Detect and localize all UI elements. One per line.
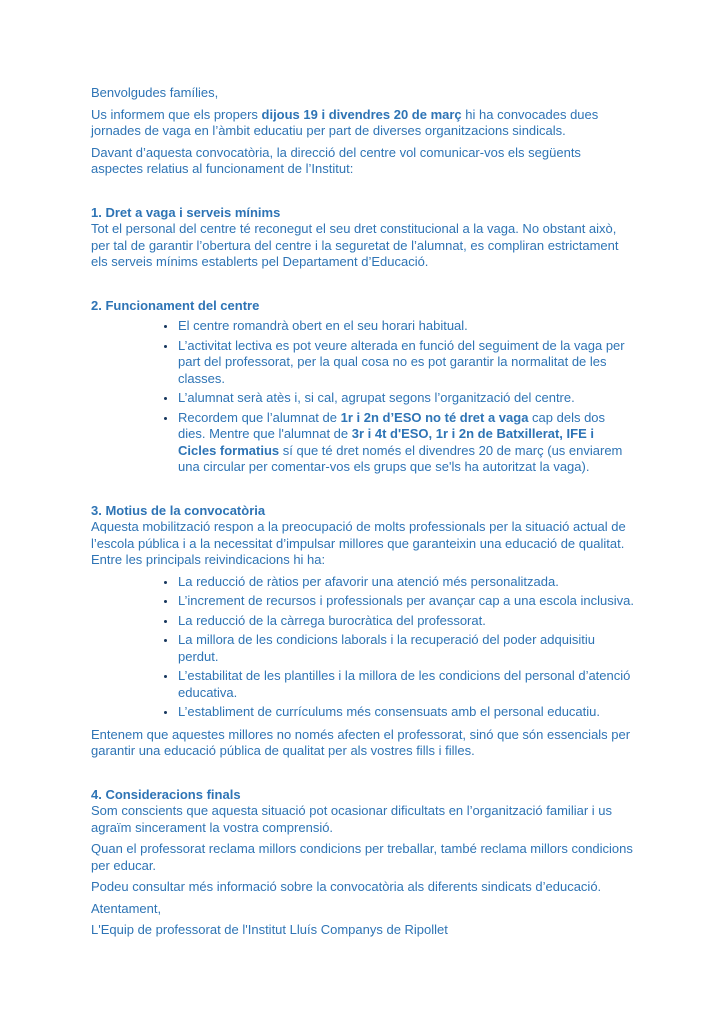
text-run: cap dels dos dies. Mentre que l'alumnat de: [178, 409, 606, 441]
text-run: Atentament,: [91, 900, 162, 916]
paragraph: [91, 107, 634, 140]
bullet-list: [91, 574, 634, 721]
text-run: Recordem que l’alumnat de: [178, 409, 341, 425]
bullet-item: [177, 668, 634, 701]
text-run: El centre romandrà obert en el seu horari habitual.: [178, 318, 468, 333]
text-run: L'Equip de professorat de l'Institut Lluís Companys de Ripollet: [91, 922, 448, 937]
text-run: Entenem que aquestes millores no només afecten el professorat, sinó que són essencials per garantir una educació pública de qualitat per als vostres fills i filles.: [91, 726, 631, 758]
bullet-item: [177, 390, 634, 407]
paragraph: [91, 221, 634, 271]
bullet-item: [177, 338, 634, 388]
text-run: Som conscients que aquesta situació pot ocasionar dificultats en l’organització familiar i us agraïm sincerament la vostra comprensió.: [91, 803, 612, 835]
paragraph: [91, 922, 634, 939]
text-run: Aquesta mobilització respon a la preocupació de molts professionals per la situació actual de l’escola pública i a la necessitat d’impulsar millores que garanteixin una educació de qualitat. Entre les principals reivindicacions hi ha:: [91, 519, 626, 567]
text-run: Quan el professorat reclama millors condicions per treballar, també reclama millors condicions per educar.: [91, 841, 633, 873]
text-run: Tot el personal del centre té reconegut el seu dret constitucional a la vaga. No obstant això, per tal de garantir l’obertura del centre i la seguretat de l’alumnat, es compliran estrictament els serveis mínims establerts pel Departament d’Educació.: [91, 221, 619, 269]
bullet-item: [177, 574, 634, 591]
text-run: La millora de les condicions laborals i la recuperació del poder adquisitiu perdut.: [178, 632, 595, 664]
text-run: L’activitat lectiva es pot veure alterada en funció del seguiment de la vaga per part del professorat, per la qual cosa no es pot garantir la normalitat de les classes.: [178, 337, 625, 386]
paragraph: [91, 519, 634, 569]
text-run: L’alumnat serà atès i, si cal, agrupat segons l’organització del centre.: [178, 390, 575, 405]
text-run: L’increment de recursos i professionals per avançar cap a una escola inclusiva.: [178, 593, 634, 608]
text-run: hi ha convocades dues jornades de vaga en l’àmbit educatiu per part de diverses organitzacions sindicals.: [91, 106, 599, 138]
paragraph: [91, 901, 634, 918]
text-run: La reducció de ràtios per afavorir una atenció més personalitzada.: [178, 573, 559, 589]
text-run: L’establiment de currículums més consensuats amb el personal educatiu.: [178, 704, 600, 719]
paragraph: [91, 803, 634, 836]
bullet-item: [177, 704, 634, 721]
section-heading: [91, 205, 634, 222]
paragraph: [91, 145, 634, 178]
text-run: Benvolgudes famílies,: [91, 85, 219, 100]
paragraph: [91, 879, 634, 896]
bullet-item: [177, 318, 634, 335]
document-body: [91, 85, 634, 944]
paragraph: [91, 85, 634, 102]
text-run: L’estabilitat de les plantilles i la millora de les condicions del personal d’atenció educativa.: [178, 668, 631, 700]
text-run: Us informem que els propers: [91, 106, 262, 122]
section-heading: [91, 298, 634, 315]
text-run: sí que té dret només el divendres 20 de març (us enviarem una circular per comentar-vos els grups que se'ls ha autoritzat la vaga).: [178, 442, 623, 474]
bullet-item: [177, 613, 634, 630]
text-run: Davant d’aquesta convocatòria, la direcció del centre vol comunicar-vos els següents aspectes relatius al funcionament de l’Institut:: [91, 144, 581, 176]
bullet-item: [177, 593, 634, 610]
bold-text-run: 4. Consideracions finals: [91, 786, 241, 802]
paragraph: [91, 841, 634, 874]
bold-text-run: 3. Motius de la convocatòria: [91, 502, 266, 518]
bold-text-run: dijous 19 i divendres 20 de març: [261, 106, 462, 122]
paragraph: [91, 727, 634, 760]
bullet-item: [177, 410, 634, 476]
bold-text-run: 3r i 4t d'ESO, 1r i 2n de Batxillerat, IFE i Cicles formatius: [178, 426, 594, 458]
bold-text-run: 2. Funcionament del centre: [91, 297, 260, 313]
text-run: La reducció de la càrrega burocràtica del professorat.: [178, 612, 486, 628]
bullet-list: [91, 318, 634, 476]
bullet-item: [177, 632, 634, 665]
bold-text-run: 1r i 2n d’ESO no té dret a vaga: [340, 409, 529, 425]
section-heading: [91, 787, 634, 804]
bold-text-run: 1. Dret a vaga i serveis mínims: [91, 204, 281, 220]
section-heading: [91, 503, 634, 520]
text-run: Podeu consultar més informació sobre la convocatòria als diferents sindicats d’educació.: [91, 879, 602, 894]
